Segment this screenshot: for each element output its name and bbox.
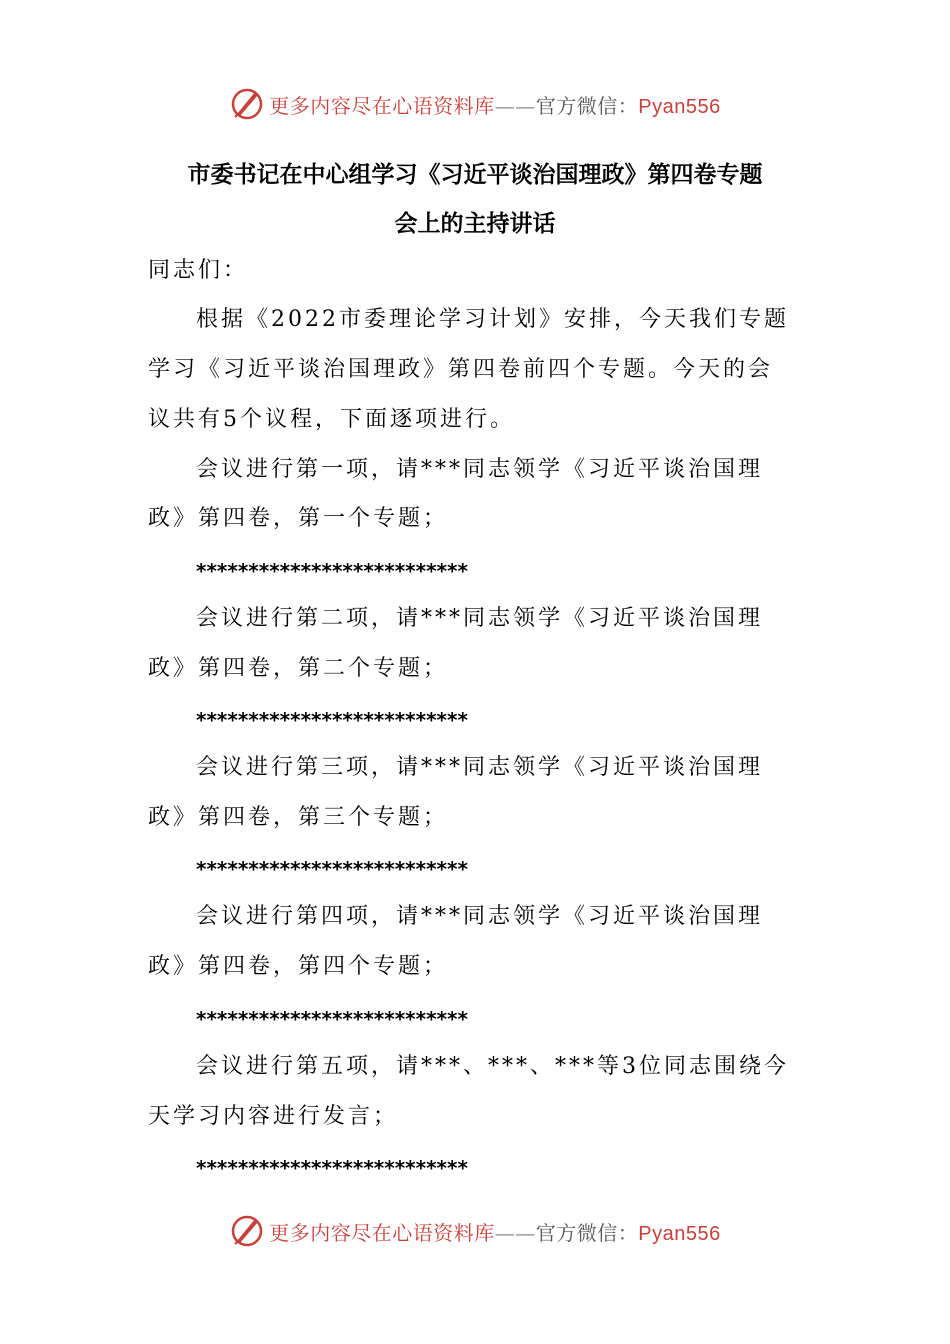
item5-line-2: 天学习内容进行发言； [148, 1104, 399, 1129]
item1-line-2: 政》第四卷，第一个专题； [148, 506, 449, 531]
placeholder-stars: ************************** [196, 857, 468, 881]
placeholder-stars: ************************** [196, 1156, 468, 1180]
placeholder-stars: ************************** [196, 559, 468, 583]
item1-line-1: 会议进行第一项，请***同志领学《习近平谈治国理 [196, 457, 764, 482]
footer-banner [0, 1211, 950, 1251]
intro-line-2: 学习《习近平谈治国理政》第四卷前四个专题。今天的会 [148, 357, 774, 382]
quill-logo-icon [229, 1213, 265, 1249]
item3-line-1: 会议进行第三项，请***同志领学《习近平谈治国理 [196, 755, 764, 780]
banner-text: 更多内容尽在心语资料库——官方微信：Pyan556 [269, 93, 721, 118]
item3-line-2: 政》第四卷，第三个专题； [148, 805, 449, 830]
item2-line-2: 政》第四卷，第二个专题； [148, 656, 449, 681]
document-title-line2: 会上的主持讲话 [394, 211, 556, 237]
banner-text: 更多内容尽在心语资料库——官方微信：Pyan556 [269, 1220, 721, 1245]
placeholder-stars: ************************** [196, 708, 468, 732]
placeholder-stars: ************************** [196, 1007, 468, 1031]
document-title-line1: 市委书记在中心组学习《习近平谈治国理政》第四卷专题 [187, 162, 763, 188]
item4-line-2: 政》第四卷，第四个专题； [148, 954, 449, 979]
header-banner [0, 84, 950, 124]
item2-line-1: 会议进行第二项，请***同志领学《习近平谈治国理 [196, 606, 764, 631]
intro-line-1: 根据《2022市委理论学习计划》安排，今天我们专题 [196, 307, 789, 332]
salutation: 同志们： [148, 258, 249, 283]
item4-line-1: 会议进行第四项，请***同志领学《习近平谈治国理 [196, 904, 764, 929]
intro-line-3: 议共有5个议程，下面逐项进行。 [148, 407, 515, 432]
quill-logo-icon [229, 86, 265, 122]
item5-line-1: 会议进行第五项，请***、***、***等3位同志围绕今 [196, 1054, 789, 1079]
